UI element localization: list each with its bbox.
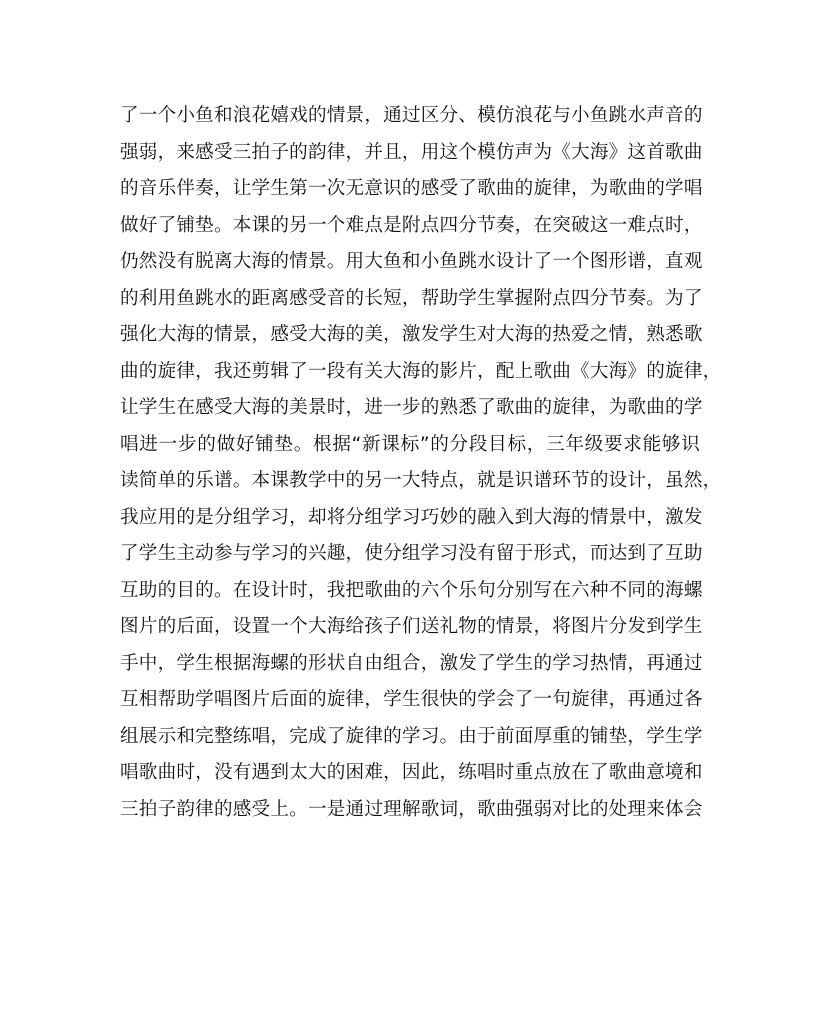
text-line: 的利用鱼跳水的距离感受音的长短，帮助学生掌握附点四分节奏。为了	[120, 287, 703, 309]
text-line: 做好了铺垫。本课的另一个难点是附点四分节奏，在突破这一难点时，	[120, 214, 703, 236]
text-line: 三拍子韵律的感受上。一是通过理解歌词，歌曲强弱对比的处理来体会	[120, 798, 703, 820]
text-line: 我应用的是分组学习，却将分组学习巧妙的融入到大海的情景中，激发	[120, 506, 703, 528]
text-line: 曲的旋律，我还剪辑了一段有关大海的影片，配上歌曲《大海》的旋律，	[120, 360, 722, 382]
text-line: 让学生在感受大海的美景时，进一步的熟悉了歌曲的旋律，为歌曲的学	[120, 397, 703, 418]
text-line: 组展示和完整练唱，完成了旋律的学习。由于前面厚重的铺垫，学生学	[120, 725, 703, 747]
text-line: 互助的目的。在设计时，我把歌曲的六个乐句分别写在六种不同的海螺	[120, 579, 703, 601]
text-line: 手中，学生根据海螺的形状自由组合，激发了学生的学习热情，再通过	[120, 652, 703, 674]
text-line: 唱进一步的做好铺垫。根据“新课标”的分段目标，三年级要求能够识	[120, 433, 700, 455]
text-line: 了一个小鱼和浪花嬉戏的情景，通过区分、模仿浪花与小鱼跳水声音的	[120, 105, 703, 126]
text-line: 的音乐伴奏，让学生第一次无意识的感受了歌曲的旋律，为歌曲的学唱	[120, 178, 703, 199]
text-line: 仍然没有脱离大海的情景。用大鱼和小鱼跳水设计了一个图形谱，直观	[120, 251, 703, 272]
text-line: 互相帮助学唱图片后面的旋律，学生很快的学会了一句旋律，再通过各	[120, 689, 703, 710]
text-line: 唱歌曲时，没有遇到太大的困难，因此，练唱时重点放在了歌曲意境和	[120, 762, 703, 783]
text-line: 了学生主动参与学习的兴趣，使分组学习没有留于形式，而达到了互助	[120, 543, 703, 564]
body-text	[120, 98, 722, 828]
text-line: 图片的后面，设置一个大海给孩子们送礼物的情景，将图片分发到学生	[120, 616, 703, 637]
text-line: 强化大海的情景，感受大海的美，激发学生对大海的热爱之情，熟悉歌	[120, 324, 703, 345]
text-line: 读简单的乐谱。本课教学中的另一大特点，就是识谱环节的设计，虽然，	[120, 470, 722, 491]
text-line: 强弱，来感受三拍子的韵律，并且，用这个模仿声为《大海》这首歌曲	[120, 141, 703, 163]
